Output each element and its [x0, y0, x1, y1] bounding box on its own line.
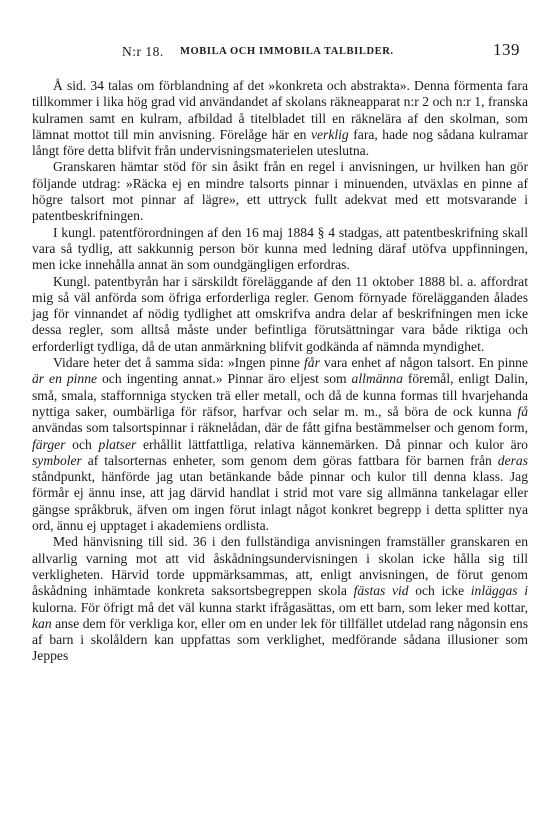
emphasized-text: allmänna — [351, 371, 403, 387]
paragraph — [32, 534, 528, 664]
paragraph — [32, 78, 528, 159]
emphasized-text: få — [517, 403, 528, 419]
paragraph-text: Kungl. patentbyrån har i särskildt föreläggande af den 11 oktober 1888 bl. a. affordrat mig så väl anförda som öfriga erforderliga regler. Genom förnyade förelägganden ålades jag för vinnandet af nödig tydlighet att omskrifva andra delar af beskrifningen men icke dessa regler, som alltså måste under befintliga förutsättningar vara både riktiga och erforderligt tydliga, då de utan anmärkning blifvit godkända af nämnda myndighet. — [32, 273, 528, 354]
paragraph-text: ståndpunkt, hänförde jag utan betänkande både pinnar och kulor till denna klass. Jag förmår ej ännu inse, att jag därvid handlat i strid mot vare sig allmänna tankelagar eller gängse språkbruk, äfven om ingen förut inlagt något konkret begrepp i detta splitter nya ord, ännu ej upptaget i akademiens ordlista. — [32, 469, 528, 534]
paragraph-text: af talsorternas enheter, som genom dem göras fattbara för barnen från — [81, 452, 498, 468]
page-number: 139 — [493, 40, 520, 59]
paragraph — [32, 225, 528, 274]
issue-number: N:r 18. — [122, 44, 164, 59]
emphasized-text: deras — [497, 452, 528, 468]
paragraph-text: och icke — [408, 583, 471, 599]
paragraph — [32, 355, 528, 534]
emphasized-text: symboler — [32, 452, 82, 468]
body-text — [32, 78, 528, 665]
paragraph-text: Å sid. 34 talas om förblandning af det »konkreta och abstrakta». Denna förmenta fara tillkommer i lika hög grad vid användandet af skolans räkneapparat n:r 2 och n:r 1, franska kulramen samt en kulram, afbildad å titelbladet till en räknelära af den skolman, som lämnat mottot till min anvisning. Förelåge här en — [32, 78, 528, 142]
paragraph-text: anse dem för verkliga kor, eller om en under lek för tillfället utdelad rang någonsin ens af barn i skolåldern kan uppfattas som verklighet, medförande sådana illusioner som Jeppes — [32, 615, 528, 664]
paragraph-text: föremål, enligt Dalin, små, smala, staffornniga stycken trä eller metall, och då de kunna formas till hvarjehanda nyttiga saker, oumbärliga för räfsor, harfvar och selar m. m., så böra de ock kunna — [32, 371, 528, 419]
paragraph — [32, 274, 528, 355]
book-page — [32, 40, 528, 665]
paragraph-text: Vidare heter det å samma sida: »Ingen pinne — [53, 355, 305, 371]
paragraph-text: I kungl. patentförordningen af den 16 maj 1884 § 4 stadgas, att patentbeskrifning skall vara så tydlig, att sakkunnig person bör kunna med ledning däraf utöfva uppfinningen, men icke innehålla annat än som oundgängligen erfordras. — [32, 224, 528, 273]
paragraph — [32, 159, 528, 224]
paragraph-text: vara enhet af någon talsort. En pinne — [319, 355, 528, 371]
emphasized-text: fästas vid — [353, 583, 409, 599]
paragraph-text: och ingenting annat.» Pinnar äro eljest som — [97, 371, 352, 387]
paragraph-text: kulorna. För öfrigt må det väl kunna starkt ifrågasättas, om ett barn, som leker med kottar, — [32, 599, 528, 615]
emphasized-text: kan — [32, 615, 52, 631]
running-title: MOBILA OCH IMMOBILA TALBILDER. — [180, 46, 394, 57]
emphasized-text: inläggas i — [470, 583, 529, 599]
emphasized-text: färger — [32, 436, 66, 452]
emphasized-text: verklig — [310, 126, 349, 142]
emphasized-text: är en pinne — [32, 371, 98, 387]
paragraph-text: användas som talsortspinnar i räknelådan, där de fått gifna bestämmelser och genom form, — [32, 420, 528, 436]
emphasized-text: platser — [98, 436, 137, 452]
paragraph-text: Med hänvisning till sid. 36 i den fullständiga anvisningen framställer granskaren en allvarlig varning mot att vid åskådningsundervisningen i skolan icke hålla sig till verkligheten. Härvid torde uppmärksammas, att, enligt anvisningen, de förut genom åskådning inhämtade konkreta saksortsbegreppen skola — [32, 534, 528, 599]
paragraph-text: erhållit lättfattliga, relativa kännemärken. Då pinnar och kulor äro — [136, 436, 528, 452]
paragraph-text: fara, hade nog sådana kulramar långt före detta blifvit från undervisningsmaterielen uteslutna. — [32, 126, 528, 159]
paragraph-text: och — [65, 436, 99, 452]
emphasized-text: får — [304, 355, 320, 371]
running-header — [32, 40, 528, 64]
paragraph-text: Granskaren hämtar stöd för sin åsikt från en regel i anvisningen, ur hvilken han gör följande utdrag: »Räcka ej en mindre talsorts pinnar i minuenden, utväxlas en pinne af högre talsort mot pinnar af lägre», ett uttryck fullt adekvat med ett motsvarande i patentbeskrifningen. — [32, 159, 528, 224]
